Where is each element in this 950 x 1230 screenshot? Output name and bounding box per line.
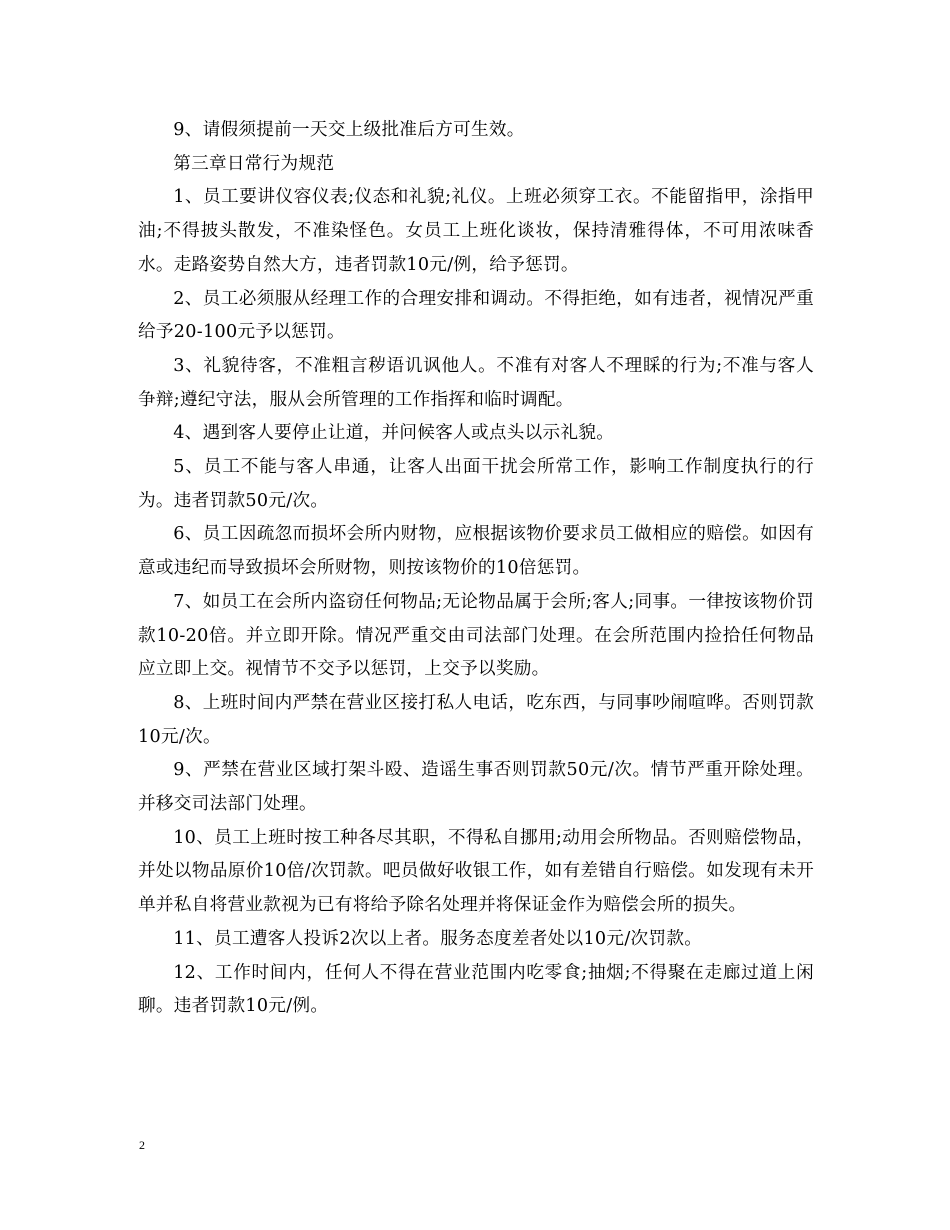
paragraph-rule-10: 10、员工上班时按工种各尽其职，不得私自挪用;动用会所物品。否则赔偿物品，并处以物品原价10倍/次罚款。吧员做好收银工作，如有差错自行赔偿。如发现有未开单并私自将营业款视为已有将给予除名处理并将保证金作为赔偿会所的损失。 xyxy=(138,827,814,916)
paragraph-rule-8: 8、上班时间内严禁在营业区接打私人电话，吃东西，与同事吵闹喧哗。否则罚款10元/次。 xyxy=(138,692,814,747)
chapter-heading: 第三章日常行为规范 xyxy=(173,153,335,174)
paragraph-rule-12: 12、工作时间内，任何人不得在营业范围内吃零食;抽烟;不得聚在走廊过道上闲聊。违者罚款10元/例。 xyxy=(138,962,814,1017)
paragraph-rule-6: 6、员工因疏忽而损坏会所内财物，应根据该物价要求员工做相应的赔偿。如因有意或违纪而导致损坏会所财物，则按该物价的10倍惩罚。 xyxy=(138,524,814,579)
paragraph-rule-3: 3、礼貌待客，不准粗言秽语讥讽他人。不准有对客人不理睬的行为;不准与客人争辩;遵纪守法，服从会所管理的工作指挥和临时调配。 xyxy=(138,355,814,410)
paragraph-leave-approval: 9、请假须提前一天交上级批准后方可生效。 xyxy=(173,120,525,140)
page-number: 2 xyxy=(139,1138,145,1152)
paragraph-rule-2: 2、员工必须服从经理工作的合理安排和调动。不得拒绝，如有违者，视情况严重给予20-100元予以惩罚。 xyxy=(138,288,814,343)
paragraph-rule-5: 5、员工不能与客人串通，让客人出面干扰会所常工作，影响工作制度执行的行为。违者罚款50元/次。 xyxy=(138,457,814,511)
paragraph-rule-11: 11、员工遭客人投诉2次以上者。服务态度差者处以10元/次罚款。 xyxy=(173,928,703,949)
paragraph-rule-1: 1、员工要讲仪容仪表;仪态和礼貌;礼仪。上班必须穿工衣。不能留指甲，涂指甲油;不得披头散发，不准染怪色。女员工上班化谈妆，保持清雅得体，不可用浓味香水。走路姿势自然大方，违者罚款10元/例，给予惩罚。 xyxy=(138,187,814,275)
paragraph-rule-7: 7、如员工在会所内盗窃任何物品;无论物品属于会所;客人;同事。一律按该物价罚款10-20倍。并立即开除。情况严重交由司法部门处理。在会所范围内捡拾任何物品应立即上交。视情节不交予以惩罚，上交予以奖励。 xyxy=(138,591,814,680)
document-body xyxy=(138,114,814,1024)
paragraph-rule-4: 4、遇到客人要停止让道，并问候客人或点头以示礼貌。 xyxy=(173,423,615,444)
paragraph-rule-9: 9、严禁在营业区域打架斗殴、造谣生事否则罚款50元/次。情节严重开除处理。并移交司法部门处理。 xyxy=(138,760,814,815)
